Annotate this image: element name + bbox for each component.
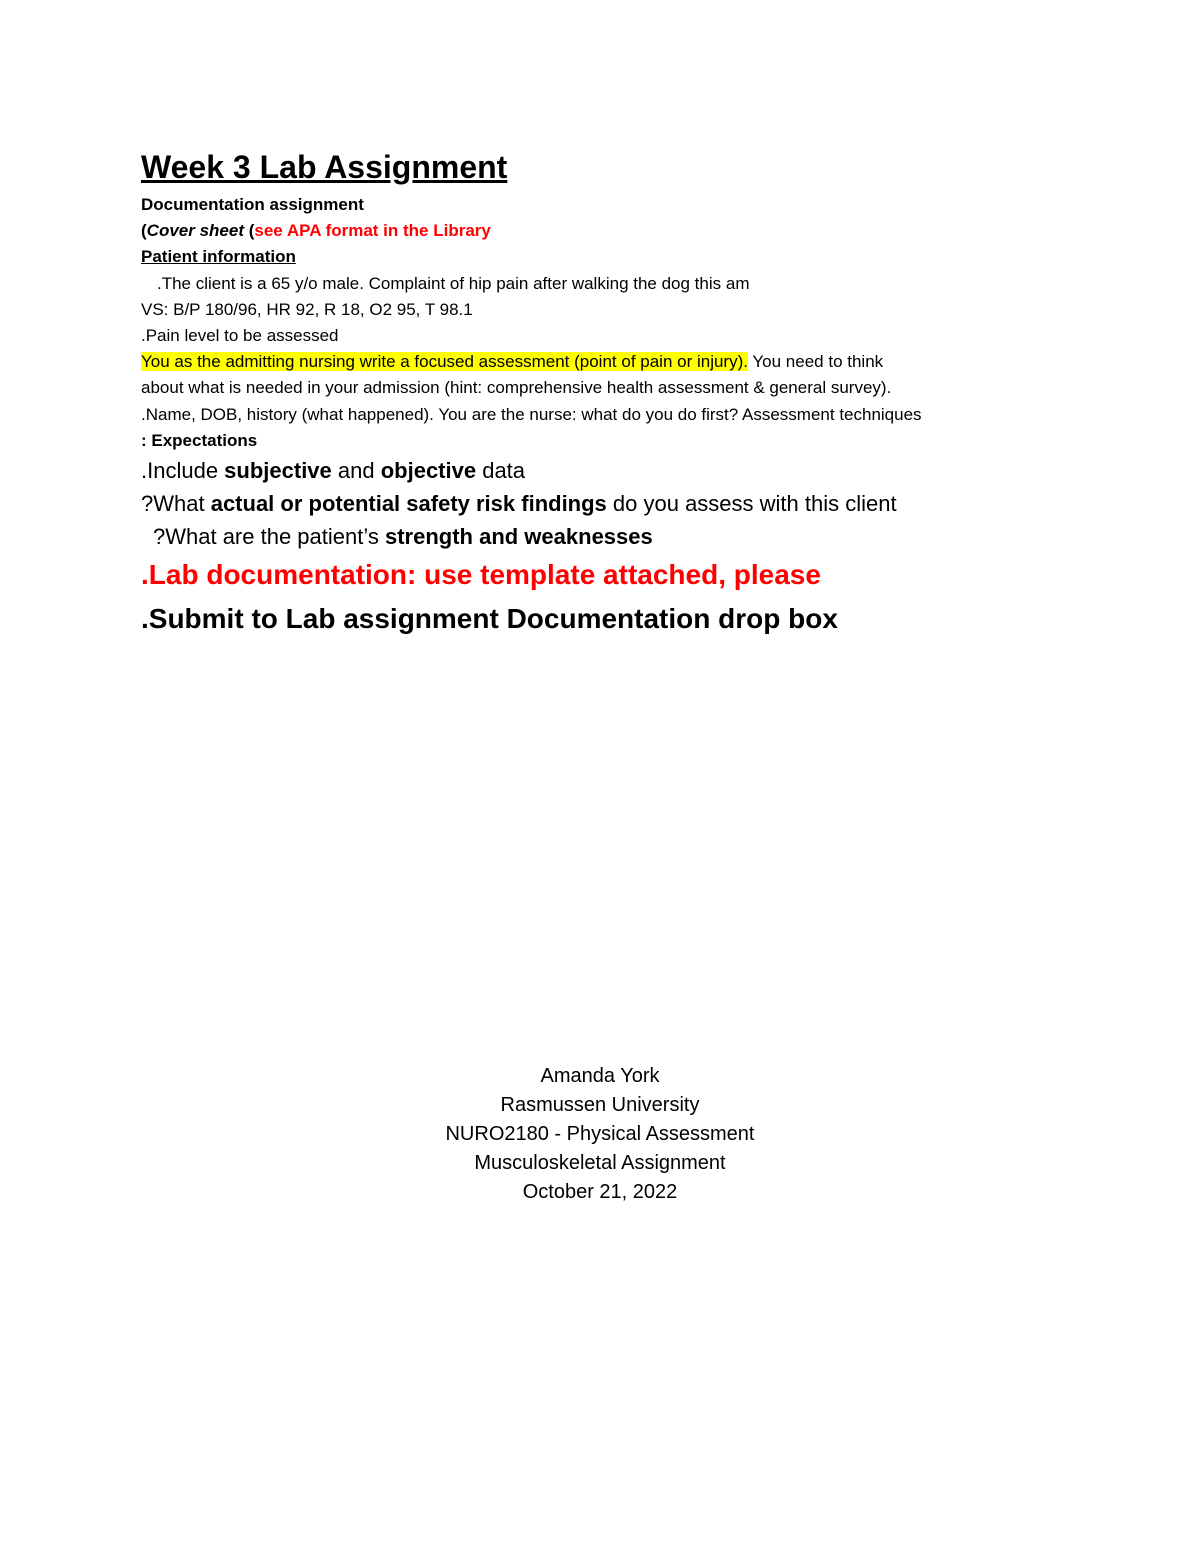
vitals-line: VS: B/P 180/96, HR 92, R 18, O2 95, T 98.1 bbox=[141, 299, 473, 319]
focused-assessment-rest: You need to think bbox=[747, 352, 884, 372]
strength-line bbox=[141, 520, 1081, 553]
safety-text-a: ?What bbox=[141, 491, 211, 517]
assignment-body bbox=[141, 146, 1081, 641]
include-text-c: and bbox=[331, 458, 381, 484]
focused-assessment-line bbox=[141, 349, 1081, 375]
cover-paren: ( bbox=[141, 221, 147, 241]
assignment-name: Musculoskeletal Assignment bbox=[474, 1152, 726, 1174]
cover-page-block bbox=[0, 1062, 1200, 1207]
name-dob-line: .Name, DOB, history (what happened). You are the nurse: what do you do first? Assessment techniques bbox=[141, 404, 922, 424]
expectations-heading: : Expectations bbox=[141, 430, 258, 450]
strength-text-a: ?What are the patient’s bbox=[153, 524, 385, 550]
patient-info-heading: Patient information bbox=[141, 247, 296, 267]
submission-date: October 21, 2022 bbox=[522, 1181, 678, 1203]
include-subjective: subjective bbox=[224, 458, 332, 484]
focused-assessment-highlight: You as the admitting nursing write a focused assessment (point of pain or injury). bbox=[141, 352, 748, 372]
cover-paren-2: ( bbox=[244, 221, 255, 241]
course-name: NURO2180 - Physical Assessment bbox=[445, 1123, 755, 1145]
client-line: .The client is a 65 y/o male. Complaint of hip pain after walking the dog this am bbox=[157, 273, 750, 293]
safety-risk-findings: actual or potential safety risk findings bbox=[210, 491, 607, 517]
page-title: Week 3 Lab Assignment bbox=[141, 149, 508, 185]
lab-documentation-line: .Lab documentation: use template attached, please bbox=[141, 559, 821, 591]
apa-format-note: see APA format in the Library bbox=[254, 221, 491, 241]
include-text-a: .Include bbox=[141, 458, 225, 484]
include-text-e: data bbox=[476, 458, 526, 484]
cover-sheet-label: Cover sheet bbox=[146, 221, 244, 241]
include-objective: objective bbox=[380, 458, 477, 484]
university-name: Rasmussen University bbox=[500, 1094, 700, 1116]
admission-line: about what is needed in your admission (hint: comprehensive health assessment & general survey). bbox=[141, 378, 892, 398]
safety-line bbox=[141, 487, 1081, 520]
subtitle: Documentation assignment bbox=[141, 195, 364, 214]
pain-line: .Pain level to be assessed bbox=[141, 326, 339, 346]
submit-line: .Submit to Lab assignment Documentation drop box bbox=[141, 603, 838, 635]
safety-text-c: do you assess with this client bbox=[606, 491, 897, 517]
include-line bbox=[141, 454, 1081, 487]
cover-sheet-line bbox=[141, 218, 1081, 244]
strength-weaknesses: strength and weaknesses bbox=[384, 524, 653, 550]
author-name: Amanda York bbox=[540, 1065, 660, 1087]
